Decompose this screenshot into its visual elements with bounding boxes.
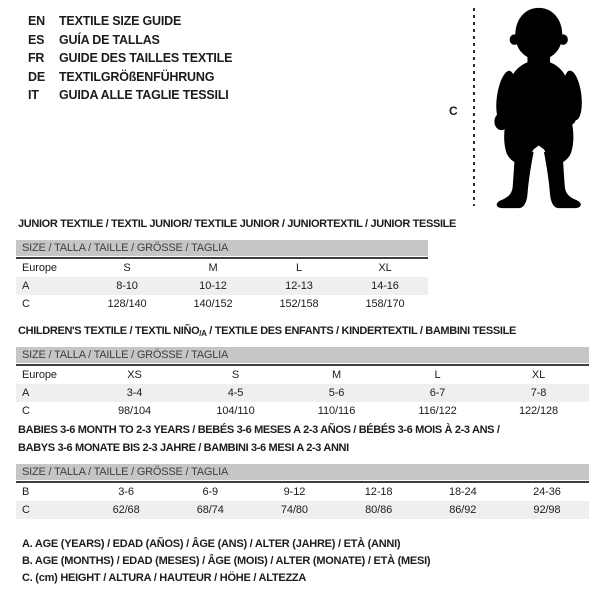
lang-row-it — [28, 86, 232, 105]
table-cell: 12-13 — [285, 280, 313, 292]
lang-title: GUIDE DES TAILLES TEXTILE — [59, 51, 233, 65]
table-row — [16, 402, 589, 420]
row-label: Europe — [22, 369, 57, 381]
table-cell: 5-6 — [328, 387, 345, 399]
table-cell: S — [231, 369, 240, 381]
baby-toddler-silhouette-icon — [484, 4, 597, 211]
table-cell: 10-12 — [199, 280, 227, 292]
children-title-sub: /A — [199, 329, 207, 338]
table-cell: 7-8 — [530, 387, 547, 399]
table-cell: XL — [378, 262, 392, 274]
table-cell: 4-5 — [227, 387, 244, 399]
lang-row-es — [28, 31, 232, 50]
legend-line-b: B. AGE (MONTHS) / EDAD (MESES) / ÂGE (MOIS) / ALTER (MONATE) / ETÀ (MESI) — [22, 555, 431, 567]
row-label: A — [22, 280, 30, 292]
lang-title: TEXTILGRÖßENFÜHRUNG — [59, 69, 215, 84]
table-cell: 104/110 — [216, 405, 255, 417]
table-cell: 80/86 — [365, 504, 393, 516]
table-cell: 122/128 — [518, 405, 559, 417]
children-section-title — [18, 324, 516, 341]
table-cell: XL — [531, 369, 546, 381]
junior-size-table — [16, 240, 428, 313]
table-cell: M — [331, 369, 342, 381]
table-row — [16, 277, 428, 295]
row-label: C — [22, 298, 30, 310]
babies-title-line2: BABYS 3-6 MONATE BIS 2-3 JAHRE / BAMBINI 3-6 MESI A 2-3 ANNI — [18, 442, 349, 454]
lang-title: GUIDA ALLE TAGLIE TESSILI — [59, 88, 229, 102]
height-measure-label: C — [449, 104, 458, 118]
table-cell: S — [123, 262, 131, 274]
table-cell: 128/140 — [107, 298, 147, 310]
table-cell: 24-36 — [533, 486, 561, 498]
lang-code: ES — [28, 32, 45, 47]
table-cell: 12-18 — [364, 486, 393, 498]
table-cell: L — [295, 262, 303, 274]
table-row — [16, 259, 428, 277]
table-cell: 6-9 — [202, 486, 219, 498]
children-title-pre: CHILDREN'S TEXTILE / TEXTIL NIÑO — [18, 325, 200, 337]
table-cell: 8-10 — [116, 280, 138, 292]
table-cell: 110/116 — [317, 405, 356, 417]
row-label: Europe — [22, 262, 57, 274]
table-row — [16, 483, 589, 501]
lang-code: DE — [28, 69, 45, 84]
children-size-table — [16, 347, 589, 420]
height-measure-dotted-line — [473, 8, 475, 206]
table-cell: 140/152 — [193, 298, 233, 310]
measurement-legend — [22, 536, 430, 587]
table-row — [16, 501, 589, 519]
table-cell: XS — [127, 369, 142, 381]
lang-row-fr — [28, 49, 232, 68]
table-cell: 3-4 — [126, 387, 143, 399]
row-label: C — [22, 504, 30, 516]
babies-title-line1: BABIES 3-6 MONTH TO 2-3 YEARS / BEBÉS 3-6 MESES A 2-3 AÑOS / BÉBÉS 3-6 MOIS À 2-3 ANS / — [18, 424, 500, 436]
table-row — [16, 366, 589, 384]
babies-size-table — [16, 464, 589, 519]
table-cell: 86/92 — [449, 504, 477, 516]
table-cell: 3-6 — [118, 486, 134, 498]
lang-title: TEXTILE SIZE GUIDE — [59, 14, 182, 28]
table-cell: 18-24 — [448, 486, 477, 498]
size-table-header: SIZE / TALLA / TAILLE / GRÖSSE / TAGLIA — [16, 347, 589, 363]
babies-section-title — [18, 421, 500, 457]
lang-title: GUÍA DE TALLAS — [59, 32, 160, 47]
lang-row-en — [28, 12, 232, 31]
legend-line-c: C. (cm) HEIGHT / ALTURA / HAUTEUR / HÖHE / ALTEZZA — [22, 572, 307, 584]
legend-line-a: A. AGE (YEARS) / EDAD (AÑOS) / ÂGE (ANS) / ALTER (JAHRE) / ETÀ (ANNI) — [22, 538, 401, 550]
language-title-block — [28, 12, 232, 105]
size-table-header: SIZE / TALLA / TAILLE / GRÖSSE / TAGLIA — [16, 464, 589, 480]
table-cell: 152/158 — [279, 298, 319, 310]
table-cell: M — [208, 262, 218, 274]
table-row — [16, 384, 589, 402]
row-label: A — [22, 387, 30, 399]
lang-code: IT — [28, 88, 39, 102]
lang-code: FR — [28, 51, 45, 65]
table-cell: 9-12 — [283, 486, 306, 498]
table-cell: 158/170 — [365, 298, 405, 310]
table-cell: 92/98 — [533, 504, 561, 516]
table-cell: 68/74 — [196, 504, 224, 516]
table-row — [16, 295, 428, 313]
junior-section-title: JUNIOR TEXTILE / TEXTIL JUNIOR/ TEXTILE JUNIOR / JUNIORTEXTIL / JUNIOR TESSILE — [18, 218, 457, 230]
children-title-post: / TEXTILE DES ENFANTS / KINDERTEXTIL / BAMBINI TESSILE — [206, 325, 516, 337]
row-label: C — [22, 405, 30, 417]
table-cell: 62/68 — [112, 504, 140, 516]
table-cell: 6-7 — [429, 387, 446, 399]
table-cell: 98/104 — [117, 405, 152, 417]
lang-row-de — [28, 68, 232, 87]
lang-code: EN — [28, 14, 45, 28]
table-cell: L — [434, 369, 441, 381]
size-table-header: SIZE / TALLA / TAILLE / GRÖSSE / TAGLIA — [16, 240, 428, 256]
table-cell: 116/122 — [418, 405, 457, 417]
table-cell: 14-16 — [371, 280, 399, 292]
table-cell: 74/80 — [280, 504, 308, 516]
row-label: B — [22, 486, 30, 498]
